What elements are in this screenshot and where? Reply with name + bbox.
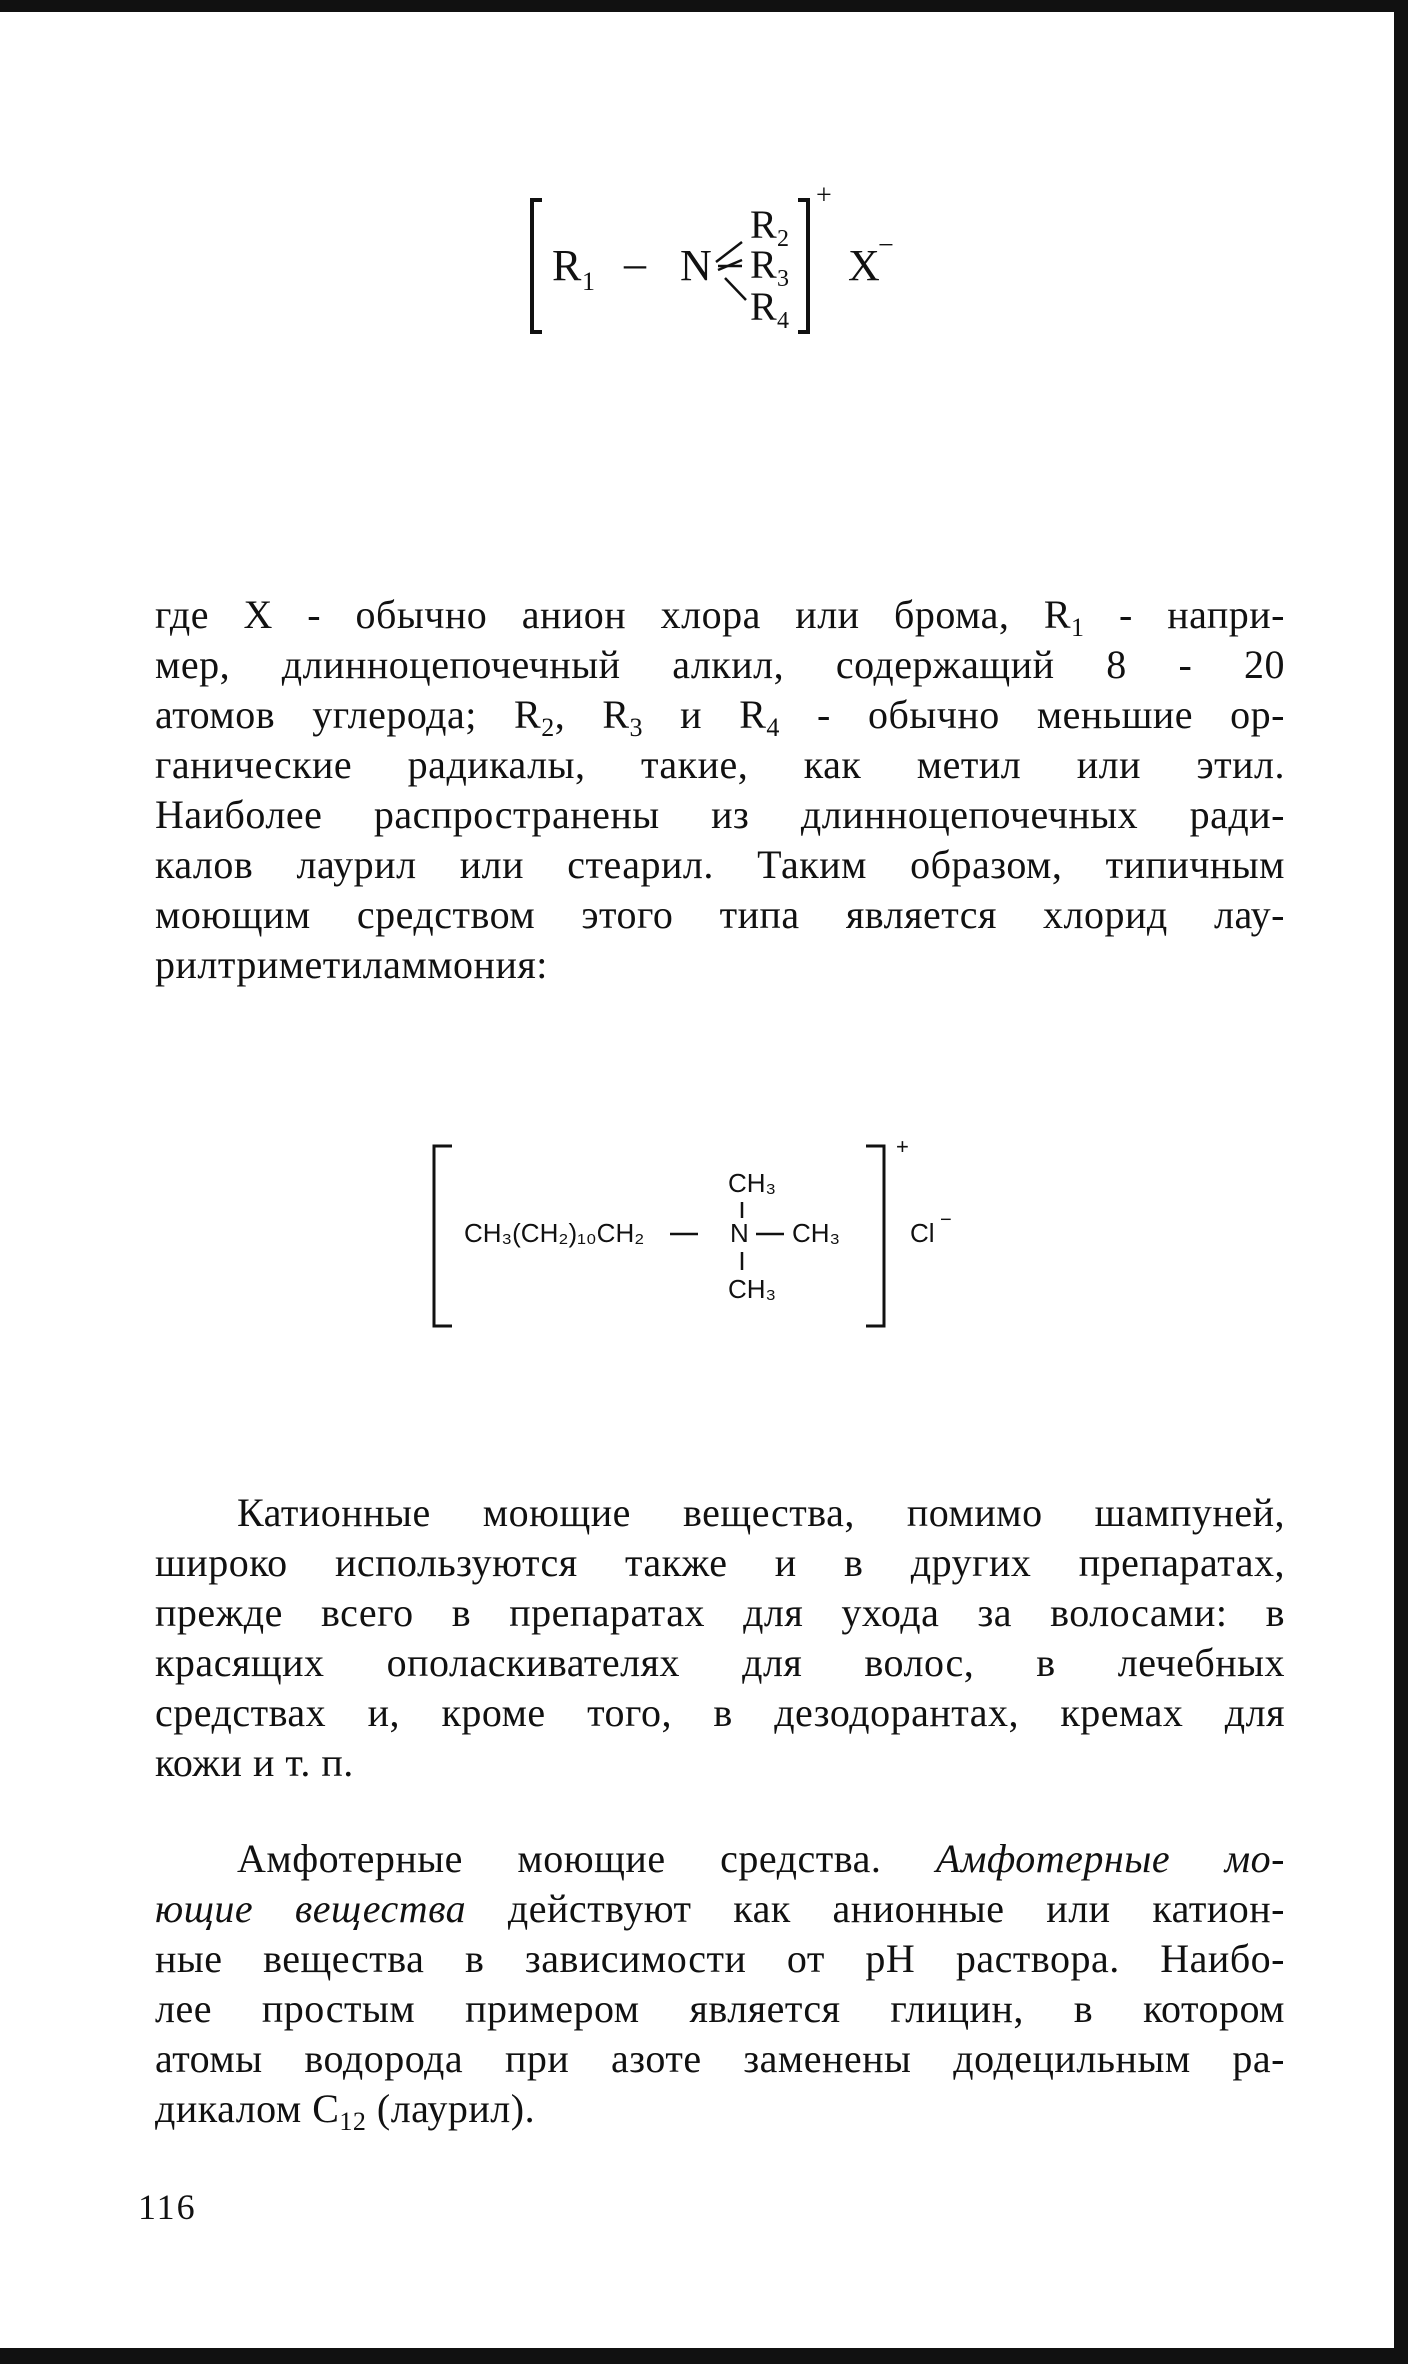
bracket-right [866,1146,884,1326]
paragraph-line: прежде всего в препаратах для ухода за волосами: в [155,1590,1285,1635]
paragraph-line: широко используются также и в других препаратах, [155,1540,1285,1585]
scan-edge-top [0,0,1408,12]
paragraph-line: моющим средством этого типа является хлорид лау- [155,892,1285,937]
r4-subscript: 4 [777,308,789,334]
paragraph-line: красящих ополаскивателях для волос, в лечебных [155,1640,1285,1685]
formula-dash: – [624,239,646,288]
paragraph-line: атомов углерода; $R_2$, $R_3$ и $R_4$ - обычно меньшие ор- [155,692,1285,742]
anion-charge: − [878,230,894,261]
r3-symbol: R [750,242,777,287]
paragraph-line: атомы водорода при азоте заменены додецильным ра- [155,2036,1285,2081]
r1-symbol: R [552,241,582,290]
paragraph-cationic-uses [155,1488,1285,1788]
paragraph-line: Наиболее распространены из длинноцепочечных ради- [155,792,1285,837]
bond-lower [725,278,746,300]
paragraph-line: ные вещества в зависимости от pH раствора. Наибо- [155,1936,1285,1981]
paragraph-line: средствах и, кроме того, в дезодорантах, кремах для [155,1690,1285,1735]
cation-charge: + [816,180,832,211]
ch3-right: CH₃ [792,1218,841,1248]
scan-edge-right [1394,0,1408,2364]
formula-lauryltrimethylammonium-chloride [420,1130,980,1340]
ch3-bottom: CH₃ [728,1274,777,1304]
paragraph-amphoteric [155,1834,1285,2134]
paragraph-line: мер, длинноцепочечный алкил, содержащий 8 - 20 [155,642,1285,687]
bracket-right [798,200,808,332]
cation-charge: + [896,1134,909,1159]
formula-general-quaternary-ammonium [520,170,940,350]
paragraph-line: кожи и т. п. [155,1740,354,1785]
r4-symbol: R [750,284,777,329]
bracket-left [434,1146,452,1326]
bond-upper [716,242,742,262]
r2-symbol: R [750,202,777,247]
page-number: 116 [138,2187,197,2227]
paragraph-line: Амфотерные моющие средства. Амфотерные мо- [237,1836,1285,1881]
nitrogen-symbol: N [680,241,712,290]
paragraph-line: калов лаурил или стеарил. Таким образом, типичным [155,842,1285,887]
r2-subscript: 2 [777,226,789,252]
r1-subscript: 1 [582,267,595,296]
scan-edge-bottom [0,2348,1408,2364]
paragraph-line: рилтриметиламмония: [155,942,548,987]
anion-symbol: Cl [910,1218,935,1248]
paragraph-line: ющие вещества действуют как анионные или катион- [155,1886,1285,1931]
anion-symbol: X [848,241,880,290]
paragraph-definition [155,590,1285,990]
paragraph-line: Катионные моющие вещества, помимо шампуней, [237,1490,1285,1535]
nitrogen-symbol: N [730,1218,749,1248]
alkyl-chain: CH₃(CH₂)₁₀CH₂ [464,1218,645,1248]
paragraph-line: где X - обычно анион хлора или брома, $R_1$ - напри- [155,592,1285,642]
paragraph-line: лее простым примером является глицин, в котором [155,1986,1285,2031]
anion-charge: − [940,1209,952,1231]
ch3-top: CH₃ [728,1168,777,1198]
paragraph-line: ганические радикалы, такие, как метил или этил. [155,742,1285,787]
r3-subscript: 3 [777,266,789,292]
bracket-left [532,200,542,332]
paragraph-line: дикалом $C_{12}$ (лаурил). [155,2086,536,2136]
